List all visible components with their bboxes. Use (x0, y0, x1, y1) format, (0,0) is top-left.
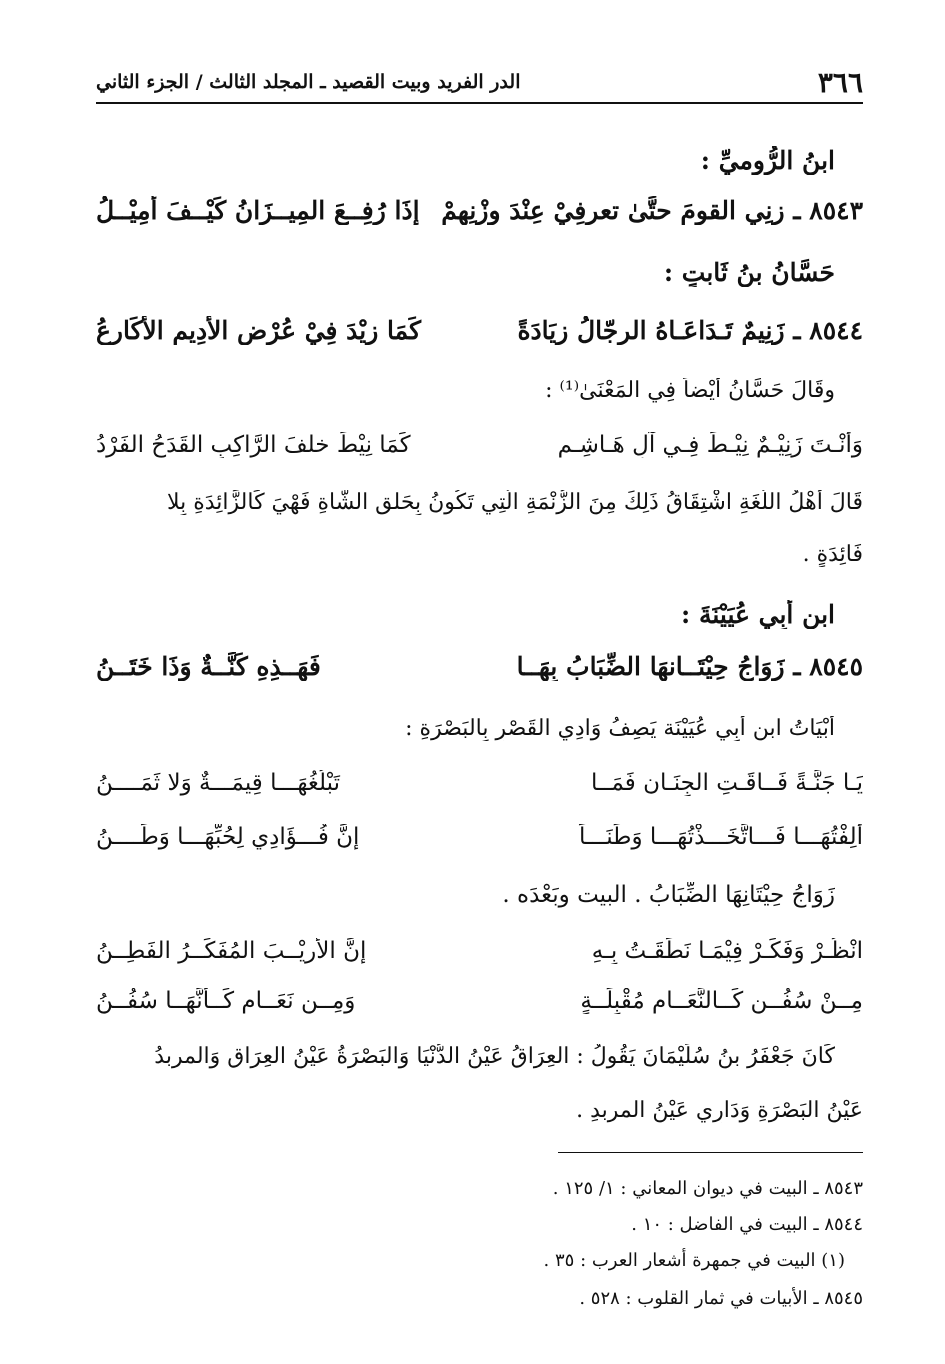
verse-first-hemistich: ٨٥٤٤ ـ زَنِيمٌ تَـدَاعَـاهُ الرِجّالُ زِيَادَةً (517, 316, 863, 345)
verse-first-hemistich: ٨٥٤٥ ـ زَوَاجُ حِيْتَــانهَا الضِّبَابُ بِهَــا (516, 652, 863, 681)
verse-second-hemistich: وَمِــن نَعَــامٍ كَــأَنَّهَــا سُفُــنُ (96, 988, 356, 1014)
poet-heading: ابنُ الرُّوميِّ : (700, 146, 835, 175)
verse-first-hemistich: يَـا جَنَّـةً فَــاقَـتِ الجِنَـان فَمَــا (590, 770, 863, 796)
verse-second-hemistich: كَمَا زِيْدَ فِيْ عُرْضِ الأَدِيمِ الأَكَارِعُ (96, 316, 422, 345)
verse-8544 (96, 316, 863, 345)
poet-heading: حَسَّانُ بنُ ثَابتٍ : (663, 258, 835, 287)
verse-second-hemistich: إِنَّ فُـــؤَادِي لِحُبِّهَـــا وَطَــــنُ (96, 824, 360, 850)
poet-heading: ابن أَبِي عُيَيْنَةَ : (681, 600, 835, 629)
verse-first-hemistich: وَأَنْـتَ زَنِيْـمٌ نِيْـطَ فِـي آلِ هَـاشِـمٍ (557, 432, 863, 458)
verse-extra (96, 432, 863, 458)
verse-intro: أَبْيَاتُ ابن أَبِي عُيَيْنَة يَصِفُ وَادِي القَصْرِ بِالبَصْرَةِ : (405, 716, 835, 741)
verse-extra (96, 938, 863, 964)
verse-extra (96, 988, 863, 1014)
footnote: ٨٥٤٤ ـ البيت في الفاضل : ١٠ . (631, 1214, 863, 1235)
prose-paragraph-line: عَيْنُ البَصْرَةِ وَدَارِي عَيْنُ المربدِ . (576, 1098, 863, 1123)
running-title: الدر الفريد وبيت القصيد ـ المجلد الثالث / الجزء الثاني (96, 71, 521, 93)
verse-second-hemistich: فَهَــذِهِ كَنَّــةٌ وَذَا خَتَــنُ (96, 652, 321, 681)
footnote-divider (558, 1152, 863, 1153)
verse-first-hemistich: أَلِفْتُهَـــا فَـــاتَّخَـــذْتُهَـــا وَطَنَـــاً (579, 824, 863, 850)
footnote: (١) البيت في جمهرة أشعار العرب : ٣٥ . (543, 1250, 845, 1271)
footnote: ٨٥٤٥ ـ الأبيات في ثمار القلوب : ٥٢٨ . (579, 1288, 863, 1309)
verse-second-hemistich: إِذَا رُفِــعَ المِيــزَانُ كَيْــفَ أَمِيْــلُ (96, 196, 420, 225)
verse-extra (96, 770, 863, 796)
verse-8543 (96, 196, 863, 225)
prose-paragraph-line: فَائِدَةٍ . (802, 542, 863, 567)
page-number: ٣٦٦ (817, 65, 863, 99)
prose-paragraph-line: قَالَ أَهْلُ اللُّغَةِ اشْتِقَاقُ ذَلِكَ مِنَ الزُّنْمَةِ الَّتِي تَكُونُ بِحَلقِ الشَّاةِ فَهْيَ كَالزَّائِدَةِ بِلا (166, 490, 863, 515)
verse-first-hemistich: مِــنْ سُفُــنٍ كَــالنَّعَــامِ مُقْبِلَــةٍ (580, 988, 863, 1014)
verse-extra (96, 824, 863, 850)
verse-second-hemistich: كَمَا نِيْطَ خلفَ الرَّاكِبِ القَدَحُ الفَرْدُ (96, 432, 411, 458)
verse-intro: وقَالَ حَسَّانُ أَيْضاً فِي المَعْنَىٰ⁽¹⁾ : (545, 378, 835, 403)
verse-second-hemistich: إِنَّ الأَرِيْــبَ المُفَكِّــرُ الفَطِــنُ (96, 938, 367, 964)
verse-8545 (96, 652, 863, 681)
verse-reference: زَوَاجُ حِيْتَانِهَا الضِّبَابُ . البيت وبَعْدَه . (502, 882, 835, 908)
verse-first-hemistich: انْظُـرْ وَفَكِّـرْ فِيْمَـا نَطَقَـتُ بِـهِ (591, 938, 863, 964)
footnote: ٨٥٤٣ ـ البيت في ديوان المعاني : ١/ ١٢٥ . (552, 1178, 863, 1199)
prose-paragraph-line: كَانَ جَعْفَرُ بنُ سُلَيْمَانَ يَقُولُ : العِرَاقُ عَيْنُ الدُّنْيَا وَالبَصْرَةُ عَيْنُ العِرَاقِ وَالمربدُ (154, 1044, 835, 1069)
verse-second-hemistich: تَبْلُغُهَـــا قِيمَـــةٌ وَلا ثَمَــــنُ (96, 770, 340, 796)
verse-first-hemistich: ٨٥٤٣ ـ زِنِي القومَ حتَّىٰ تعرِفِيْ عِنْدَ وزْنِهِمْ (441, 196, 863, 225)
page-header (96, 62, 863, 104)
